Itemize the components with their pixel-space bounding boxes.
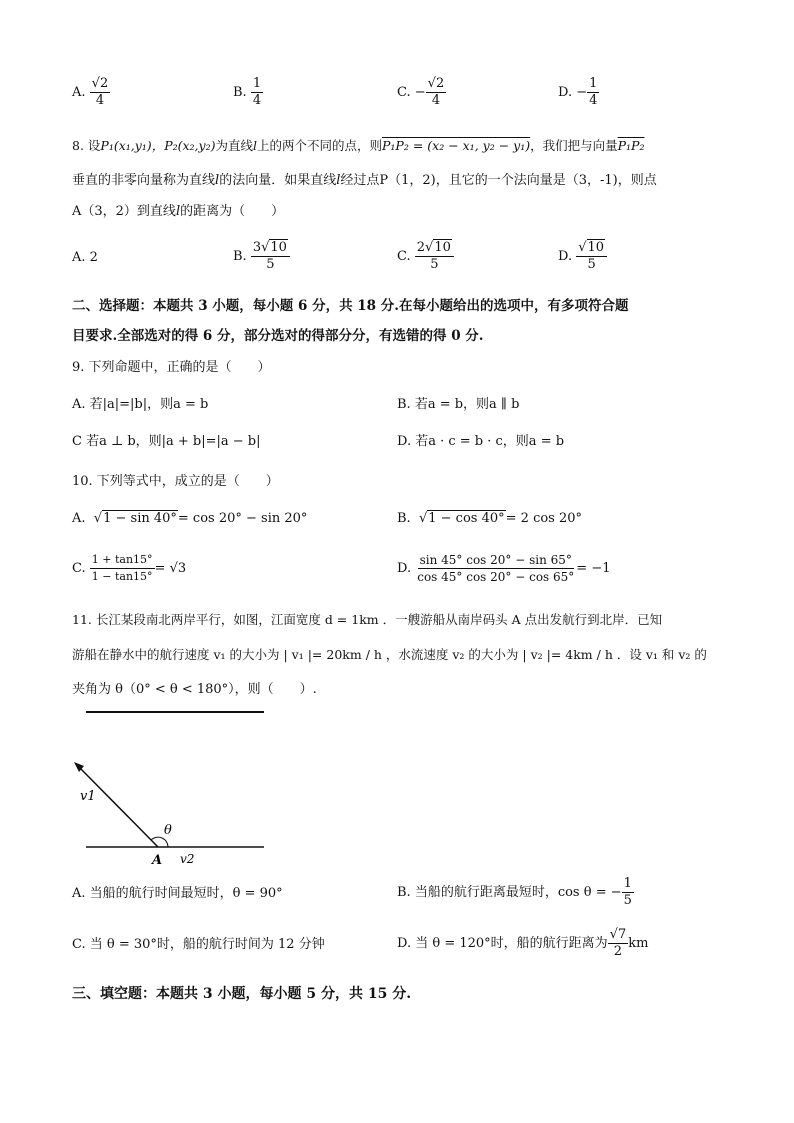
q7-c-fraction <box>426 76 447 109</box>
rest: = −1 <box>576 561 611 576</box>
text: ，我们把与向量 <box>530 138 618 153</box>
text: 经过点 <box>340 173 380 188</box>
var: l <box>336 173 341 188</box>
option-key: B. <box>233 249 247 264</box>
denominator: 4 <box>252 93 262 108</box>
q8-option-c <box>397 240 454 273</box>
v1-label: v1 <box>80 789 96 804</box>
radicand: 10 <box>270 240 287 255</box>
coef: 3 <box>252 240 262 255</box>
q11-option-c: C. 当 θ = 30°时，船的航行时间为 12 分钟 <box>72 937 325 952</box>
section2-heading-line1: 二、选择题：本题共 3 小题，每小题 6 分，共 18 分.在每小题给出的选项中，有多项符合题 <box>72 298 629 314</box>
text: 的距离为（ ） <box>180 204 285 219</box>
denominator: 4 <box>589 93 598 108</box>
q11-line2: 游船在静水中的航行速度 v₁ 的大小为 | v₁ |= 20km / h ，水流速度 v₂ 的大小为 | v₂ |= 4km / h ．设 v₁ 和 v₂ 的 <box>72 647 707 662</box>
numerator: √2 <box>427 76 445 91</box>
q10-option-d <box>397 552 611 585</box>
denominator: 5 <box>587 257 596 272</box>
q9-option-b: B. 若a = b，则a ∥ b <box>397 397 520 412</box>
denominator: 4 <box>431 93 441 108</box>
q8-line1 <box>72 136 644 156</box>
v2-label: v2 <box>180 852 195 866</box>
q10-c-fraction <box>90 552 155 585</box>
option-key: B. <box>233 85 247 100</box>
q10-d-fraction <box>415 552 576 585</box>
rest: = √3 <box>154 561 187 576</box>
rest: = 2 cos 20° <box>505 511 583 526</box>
option-key: A. <box>72 511 86 526</box>
minus-sign: − <box>576 85 588 100</box>
q8-line2 <box>72 171 657 191</box>
option-key: A. <box>72 250 86 265</box>
radicand: 10 <box>434 240 451 255</box>
q9-option-d: D. 若a · c = b · c，则a = b <box>397 434 565 449</box>
q9-option-a: A. 若|a|=|b|，则a = b <box>72 397 209 412</box>
unit: km <box>628 936 649 951</box>
q8-line3 <box>72 202 284 222</box>
numerator: sin 45° cos 20° − sin 65° <box>419 553 572 567</box>
text: 垂直的非零向量称为直线 <box>72 173 216 188</box>
option-key: C. <box>397 85 411 100</box>
text: 上的两个不同的点，则 <box>257 138 383 153</box>
var: l <box>253 138 257 153</box>
numerator: 1 <box>589 76 598 91</box>
river-figure <box>70 700 280 870</box>
q7-option-b <box>233 76 263 109</box>
q11-b-fraction <box>622 876 634 909</box>
v1-vector <box>78 766 158 847</box>
option-key: C. <box>397 249 411 264</box>
q8-d-fraction: $\frac{√10}{5}$ <box>576 240 607 273</box>
option-key: D. <box>558 85 573 100</box>
text: B. 当船的航行距离最短时，cos θ = − <box>397 885 622 900</box>
var: l <box>175 204 181 219</box>
point-a-label: A <box>152 853 163 868</box>
numerator: 1 <box>623 876 632 891</box>
radicand: 1 − cos 40° <box>428 511 505 526</box>
option-key: D. <box>558 249 573 264</box>
denominator: 2 <box>613 944 623 959</box>
formula: P₁(x₁,y₁)，P₂(x₂,y₂) <box>100 138 216 153</box>
option-key: B. <box>397 511 411 526</box>
q11-option-b <box>397 876 634 909</box>
coef: 2 <box>416 240 426 255</box>
q8-c-fraction: $\frac{2√10}{5}$ <box>415 240 454 273</box>
section3-heading: 三、填空题：本题共 3 小题，每小题 5 分，共 15 分. <box>72 986 412 1002</box>
q11-line3: 夹角为 θ（0° < θ < 180°），则（ ）. <box>72 682 317 697</box>
formula: P₁P₂ = (x₂ − x₁, y₂ − y₁) <box>382 138 531 153</box>
text: D. 当 θ = 120°时，船的航行距离为 <box>397 936 608 951</box>
option-value: 2 <box>89 250 98 265</box>
q7-option-d <box>558 76 599 109</box>
q8-option-b <box>233 240 290 273</box>
q9-stem: 9. 下列命题中，正确的是（ ） <box>72 360 271 375</box>
option-key: C. <box>72 561 86 576</box>
q10-option-c <box>72 552 186 585</box>
text: A（3，2）到直线 <box>72 204 176 219</box>
text: 为直线 <box>215 138 253 153</box>
q10-stem: 10. 下列等式中，成立的是（ ） <box>72 474 279 489</box>
radicand: 1 − sin 40° <box>103 511 177 526</box>
option-key: D. <box>397 561 412 576</box>
denominator: 5 <box>430 257 439 272</box>
q8-option-d <box>558 240 607 273</box>
numerator: √7 <box>609 927 627 942</box>
q11-line1: 11. 长江某段南北两岸平行，如图，江面宽度 d = 1km ．一艘游船从南岸码头 A 点出发航行到北岸．已知 <box>72 612 663 627</box>
text: 8. 设 <box>72 138 101 153</box>
text: P（1，2)，且它的一个法向量是（3，-1)，则点 <box>379 173 657 188</box>
denominator: 5 <box>623 893 632 908</box>
q11-option-d <box>397 927 648 960</box>
denominator: 1 − tan15° <box>91 570 153 583</box>
q9-option-c: C 若a ⊥ b，则|a + b|=|a − b| <box>72 434 261 449</box>
var: l <box>215 173 220 188</box>
q7-d-fraction <box>587 76 599 109</box>
q11-d-fraction <box>608 927 629 960</box>
q8-b-fraction: $\frac{3√10}{5}$ <box>251 240 290 273</box>
denominator: 5 <box>266 257 275 272</box>
formula: P₁P₂ <box>617 138 645 153</box>
radicand: 10 <box>587 240 605 255</box>
numerator: √2 <box>91 76 109 91</box>
q7-a-fraction <box>90 76 111 109</box>
minus-sign: − <box>414 85 426 100</box>
text: 的法向量．如果直线 <box>219 173 337 188</box>
q7-option-a <box>72 76 110 109</box>
numerator: 1 + tan15° <box>90 552 155 569</box>
theta-label: θ <box>164 823 172 838</box>
denominator: 4 <box>95 93 105 108</box>
rest: = cos 20° − sin 20° <box>177 511 308 526</box>
option-key: A. <box>72 85 86 100</box>
q10-option-a: A. √1 − sin 40°= cos 20° − sin 20° <box>72 511 308 526</box>
q7-option-c <box>397 76 446 109</box>
numerator: 1 <box>252 76 262 91</box>
q11-option-a: A. 当船的航行时间最短时，θ = 90° <box>72 886 283 901</box>
q10-option-b: B. √1 − cos 40°= 2 cos 20° <box>397 511 583 526</box>
q8-option-a <box>72 248 98 268</box>
q7-b-fraction <box>251 76 263 109</box>
section2-heading-line2: 目要求.全部选对的得 6 分，部分选对的得部分分，有选错的得 0 分. <box>72 328 484 344</box>
denominator: cos 45° cos 20° − cos 65° <box>417 570 575 584</box>
